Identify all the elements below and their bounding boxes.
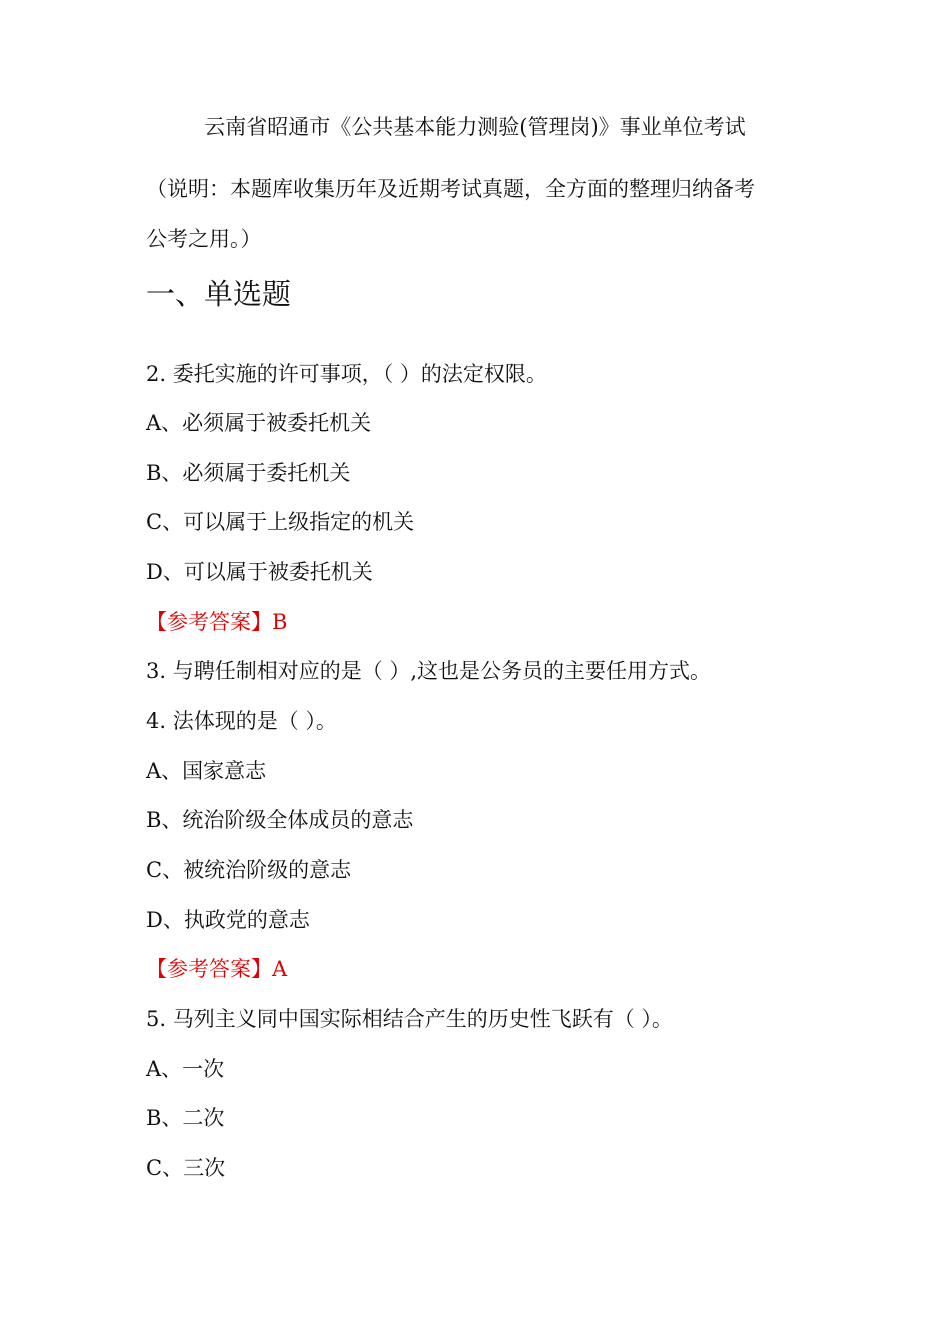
question-2-option-a: A、必须属于被委托机关: [146, 411, 372, 435]
question-stem-3: 3. 与聘任制相对应的是（ ）,这也是公务员的主要任用方式。: [146, 659, 712, 683]
question-stem-4: 4. 法体现的是（ ）。: [146, 709, 337, 733]
question-5-option-b: B、二次: [146, 1106, 225, 1130]
instruction-note-line-2: 公考之用。）: [146, 227, 262, 251]
instruction-note-line-1: （说明：本题库收集历年及近期考试真题，全方面的整理归纳备考: [146, 177, 755, 201]
answer-value: B: [272, 610, 288, 634]
question-2-option-c: C、可以属于上级指定的机关: [146, 510, 415, 534]
question-2-option-b: B、必须属于委托机关: [146, 461, 351, 485]
question-5-option-a: A、一次: [146, 1057, 225, 1081]
question-4-option-d: D、执政党的意志: [146, 908, 310, 932]
question-4-answer: [146, 955, 287, 983]
question-5-option-c: C、三次: [146, 1156, 226, 1180]
question-stem-2: 2. 委托实施的许可事项，（ ）的法定权限。: [146, 362, 547, 386]
question-2-option-d: D、可以属于被委托机关: [146, 560, 373, 584]
section-heading: 一、单选题: [146, 277, 292, 311]
question-4-option-a: A、国家意志: [146, 759, 267, 783]
answer-value: A: [272, 957, 288, 981]
question-4-option-c: C、被统治阶级的意志: [146, 858, 352, 882]
question-2-answer: [146, 608, 287, 636]
answer-label: 【参考答案】: [146, 610, 272, 634]
document-title: 云南省昭通市《公共基本能力测验(管理岗)》事业单位考试: [204, 115, 746, 139]
question-stem-5: 5. 马列主义同中国实际相结合产生的历史性飞跃有（ ）。: [146, 1007, 673, 1031]
answer-label: 【参考答案】: [146, 957, 272, 981]
question-4-option-b: B、统治阶级全体成员的意志: [146, 808, 414, 832]
